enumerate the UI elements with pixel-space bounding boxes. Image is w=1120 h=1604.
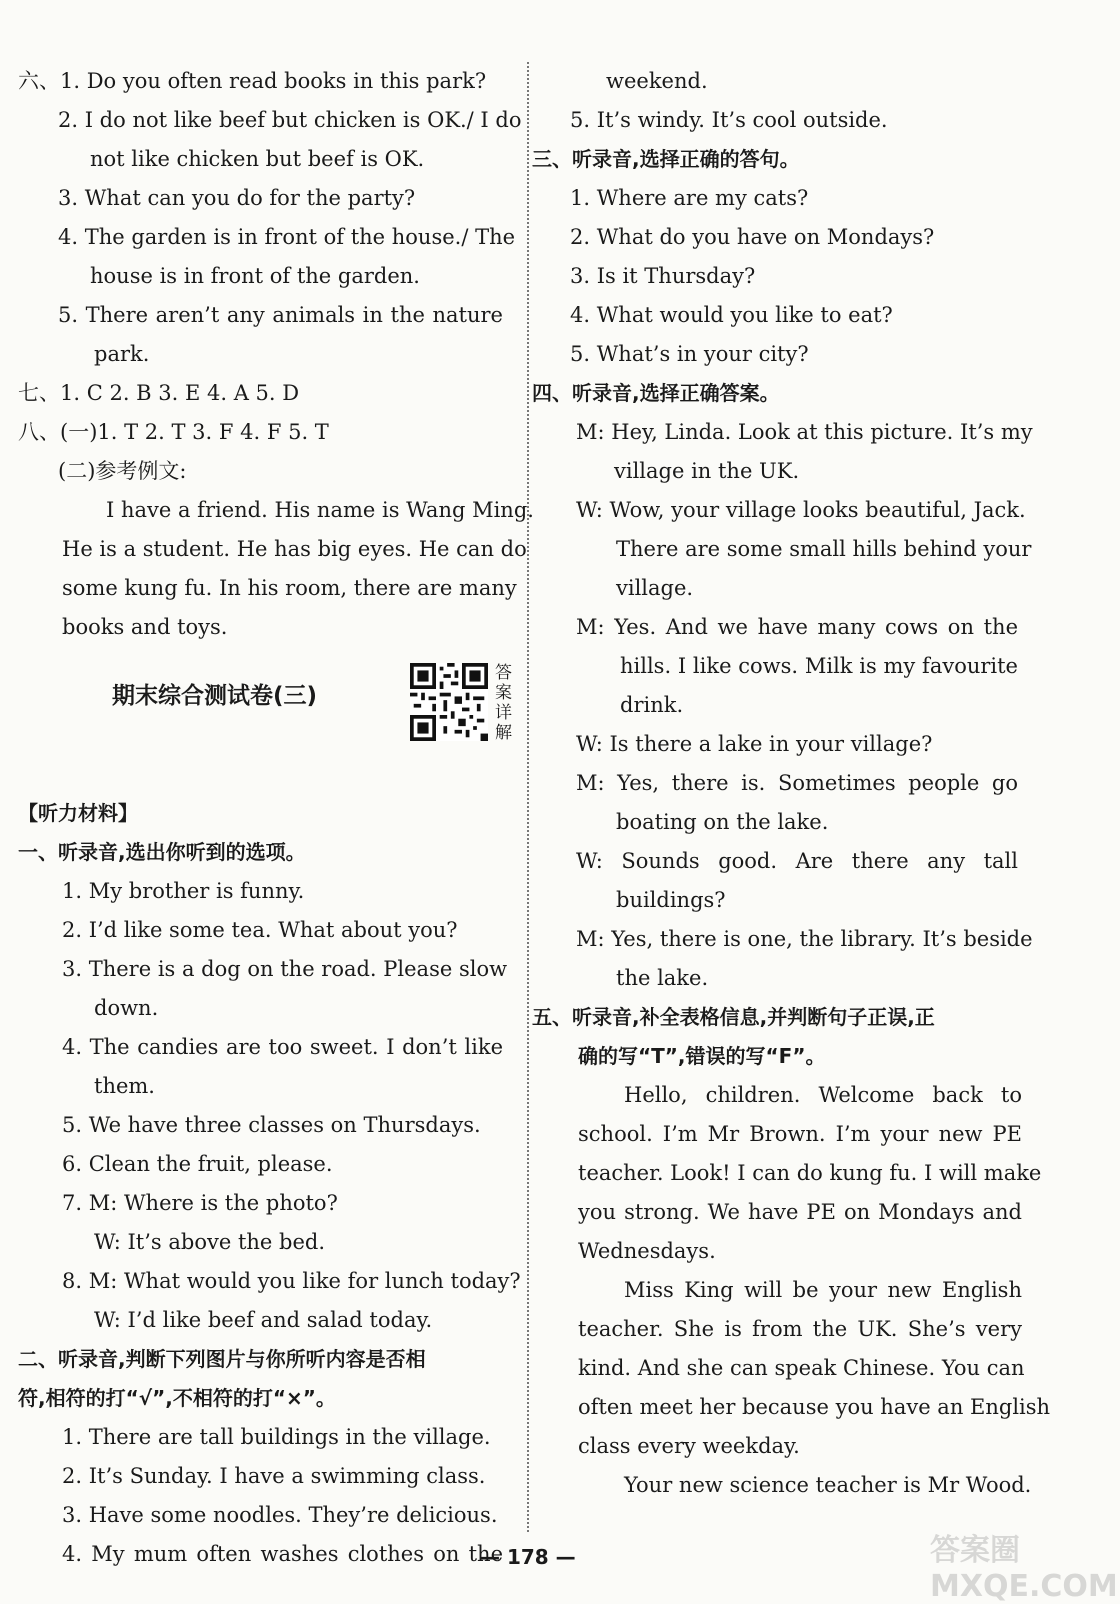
text-line: M: Yes, there is. Sometimes people go [576, 771, 1018, 795]
text-line: 5. What’s in your city? [570, 342, 809, 366]
text-line: 1. My brother is funny. [62, 879, 305, 903]
text-line: M: Hey, Linda. Look at this picture. It’s my [576, 420, 1033, 444]
text-line: Your new science teacher is Mr Wood. [624, 1473, 1032, 1497]
text-line: W: I’d like beef and salad today. [94, 1308, 433, 1332]
text-line: 4. The garden is in front of the house./ The [58, 225, 516, 249]
text-line: Wednesdays. [578, 1239, 716, 1263]
section-title: 期末综合测试卷(三) [112, 683, 318, 709]
text-line: often meet her because you have an English [578, 1395, 1051, 1419]
text-line: W: It’s above the bed. [94, 1230, 325, 1254]
text-line: W: Is there a lake in your village? [576, 732, 933, 756]
text-line: 8. M: What would you like for lunch today? [62, 1269, 521, 1293]
text-line: (二)参考例文: [58, 459, 187, 483]
text-line: them. [94, 1074, 155, 1098]
question-heading: 符,相符的打“√”,不相符的打“×”。 [18, 1386, 336, 1410]
text-line: school. I’m Mr Brown. I’m your new PE [578, 1122, 1022, 1146]
text-line: park. [94, 342, 150, 366]
text-line: 2. It’s Sunday. I have a swimming class. [62, 1464, 486, 1488]
text-line: I have a friend. His name is Wang Ming. [106, 498, 534, 522]
question-heading: 四、听录音,选择正确答案。 [532, 381, 780, 405]
text-line: W: Wow, your village looks beautiful, Jack. [576, 498, 1026, 522]
text-line: down. [94, 996, 159, 1020]
question-heading: 二、听录音,判断下列图片与你所听内容是否相 [18, 1347, 426, 1371]
question-heading: 确的写“T”,错误的写“F”。 [578, 1044, 826, 1068]
text-line: drink. [620, 693, 684, 717]
text-line: 4. My mum often washes clothes on the [62, 1542, 503, 1566]
text-line: kind. And she can speak Chinese. You can [578, 1356, 1025, 1380]
text-line: 5. We have three classes on Thursdays. [62, 1113, 481, 1137]
text-line: W: Sounds good. Are there any tall [576, 849, 1018, 873]
text-line: 4. The candies are too sweet. I don’t like [62, 1035, 503, 1059]
text-line: 7. M: Where is the photo? [62, 1191, 338, 1215]
text-line: 5. There aren’t any animals in the nature [58, 303, 503, 327]
text-line: 2. I do not like beef but chicken is OK./ I do [58, 108, 522, 132]
text-line: 1. Where are my cats? [570, 186, 809, 210]
page-number: — 178 — [480, 1545, 576, 1569]
text-line: 3. What can you do for the party? [58, 186, 416, 210]
text-line: boating on the lake. [616, 810, 829, 834]
text-line: M: Yes, there is one, the library. It’s beside [576, 927, 1033, 951]
text-line: He is a student. He has big eyes. He can do [62, 537, 527, 561]
text-line: 4. What would you like to eat? [570, 303, 893, 327]
qr-code-icon[interactable] [410, 663, 488, 741]
text-line: M: Yes. And we have many cows on the [576, 615, 1018, 639]
question-heading: 五、听录音,补全表格信息,并判断句子正误,正 [532, 1005, 935, 1029]
question-heading: 一、听录音,选出你听到的选项。 [18, 840, 306, 864]
text-line: class every weekday. [578, 1434, 800, 1458]
text-line: village. [616, 576, 694, 600]
text-line: buildings? [616, 888, 726, 912]
text-line: some kung fu. In his room, there are many [62, 576, 517, 600]
text-line: Miss King will be your new English [624, 1278, 1022, 1302]
text-line: books and toys. [62, 615, 228, 639]
text-line: 八、(一)1. T 2. T 3. F 4. F 5. T [18, 420, 329, 444]
text-line: 3. Is it Thursday? [570, 264, 756, 288]
text-line: teacher. She is from the UK. She’s very [578, 1317, 1022, 1341]
text-line: Hello, children. Welcome back to [624, 1083, 1022, 1107]
text-line: 3. There is a dog on the road. Please slow [62, 957, 508, 981]
text-line: 5. It’s windy. It’s cool outside. [570, 108, 888, 132]
text-line: 2. I’d like some tea. What about you? [62, 918, 458, 942]
qr-caption: 答案详解 [495, 663, 512, 743]
text-line: house is in front of the garden. [90, 264, 420, 288]
text-line: 3. Have some noodles. They’re delicious. [62, 1503, 498, 1527]
text-line: weekend. [606, 69, 708, 93]
column-divider [527, 62, 529, 1532]
text-line: you strong. We have PE on Mondays and [578, 1200, 1022, 1224]
section-label: 【听力材料】 [18, 801, 138, 825]
question-heading: 三、听录音,选择正确的答句。 [532, 147, 800, 171]
watermark: 答案圈 MXQE.COM [930, 1533, 1118, 1604]
text-line: 六、1. Do you often read books in this park? [18, 69, 487, 93]
text-line: There are some small hills behind your [616, 537, 1032, 561]
text-line: village in the UK. [614, 459, 800, 483]
text-line: 1. There are tall buildings in the village. [62, 1425, 491, 1449]
text-line: 2. What do you have on Mondays? [570, 225, 935, 249]
text-line: 七、1. C 2. B 3. E 4. A 5. D [18, 381, 300, 405]
text-line: teacher. Look! I can do kung fu. I will make [578, 1161, 1042, 1185]
text-line: hills. I like cows. Milk is my favourite [620, 654, 1018, 678]
text-line: the lake. [616, 966, 709, 990]
text-line: 6. Clean the fruit, please. [62, 1152, 333, 1176]
text-line: not like chicken but beef is OK. [90, 147, 425, 171]
